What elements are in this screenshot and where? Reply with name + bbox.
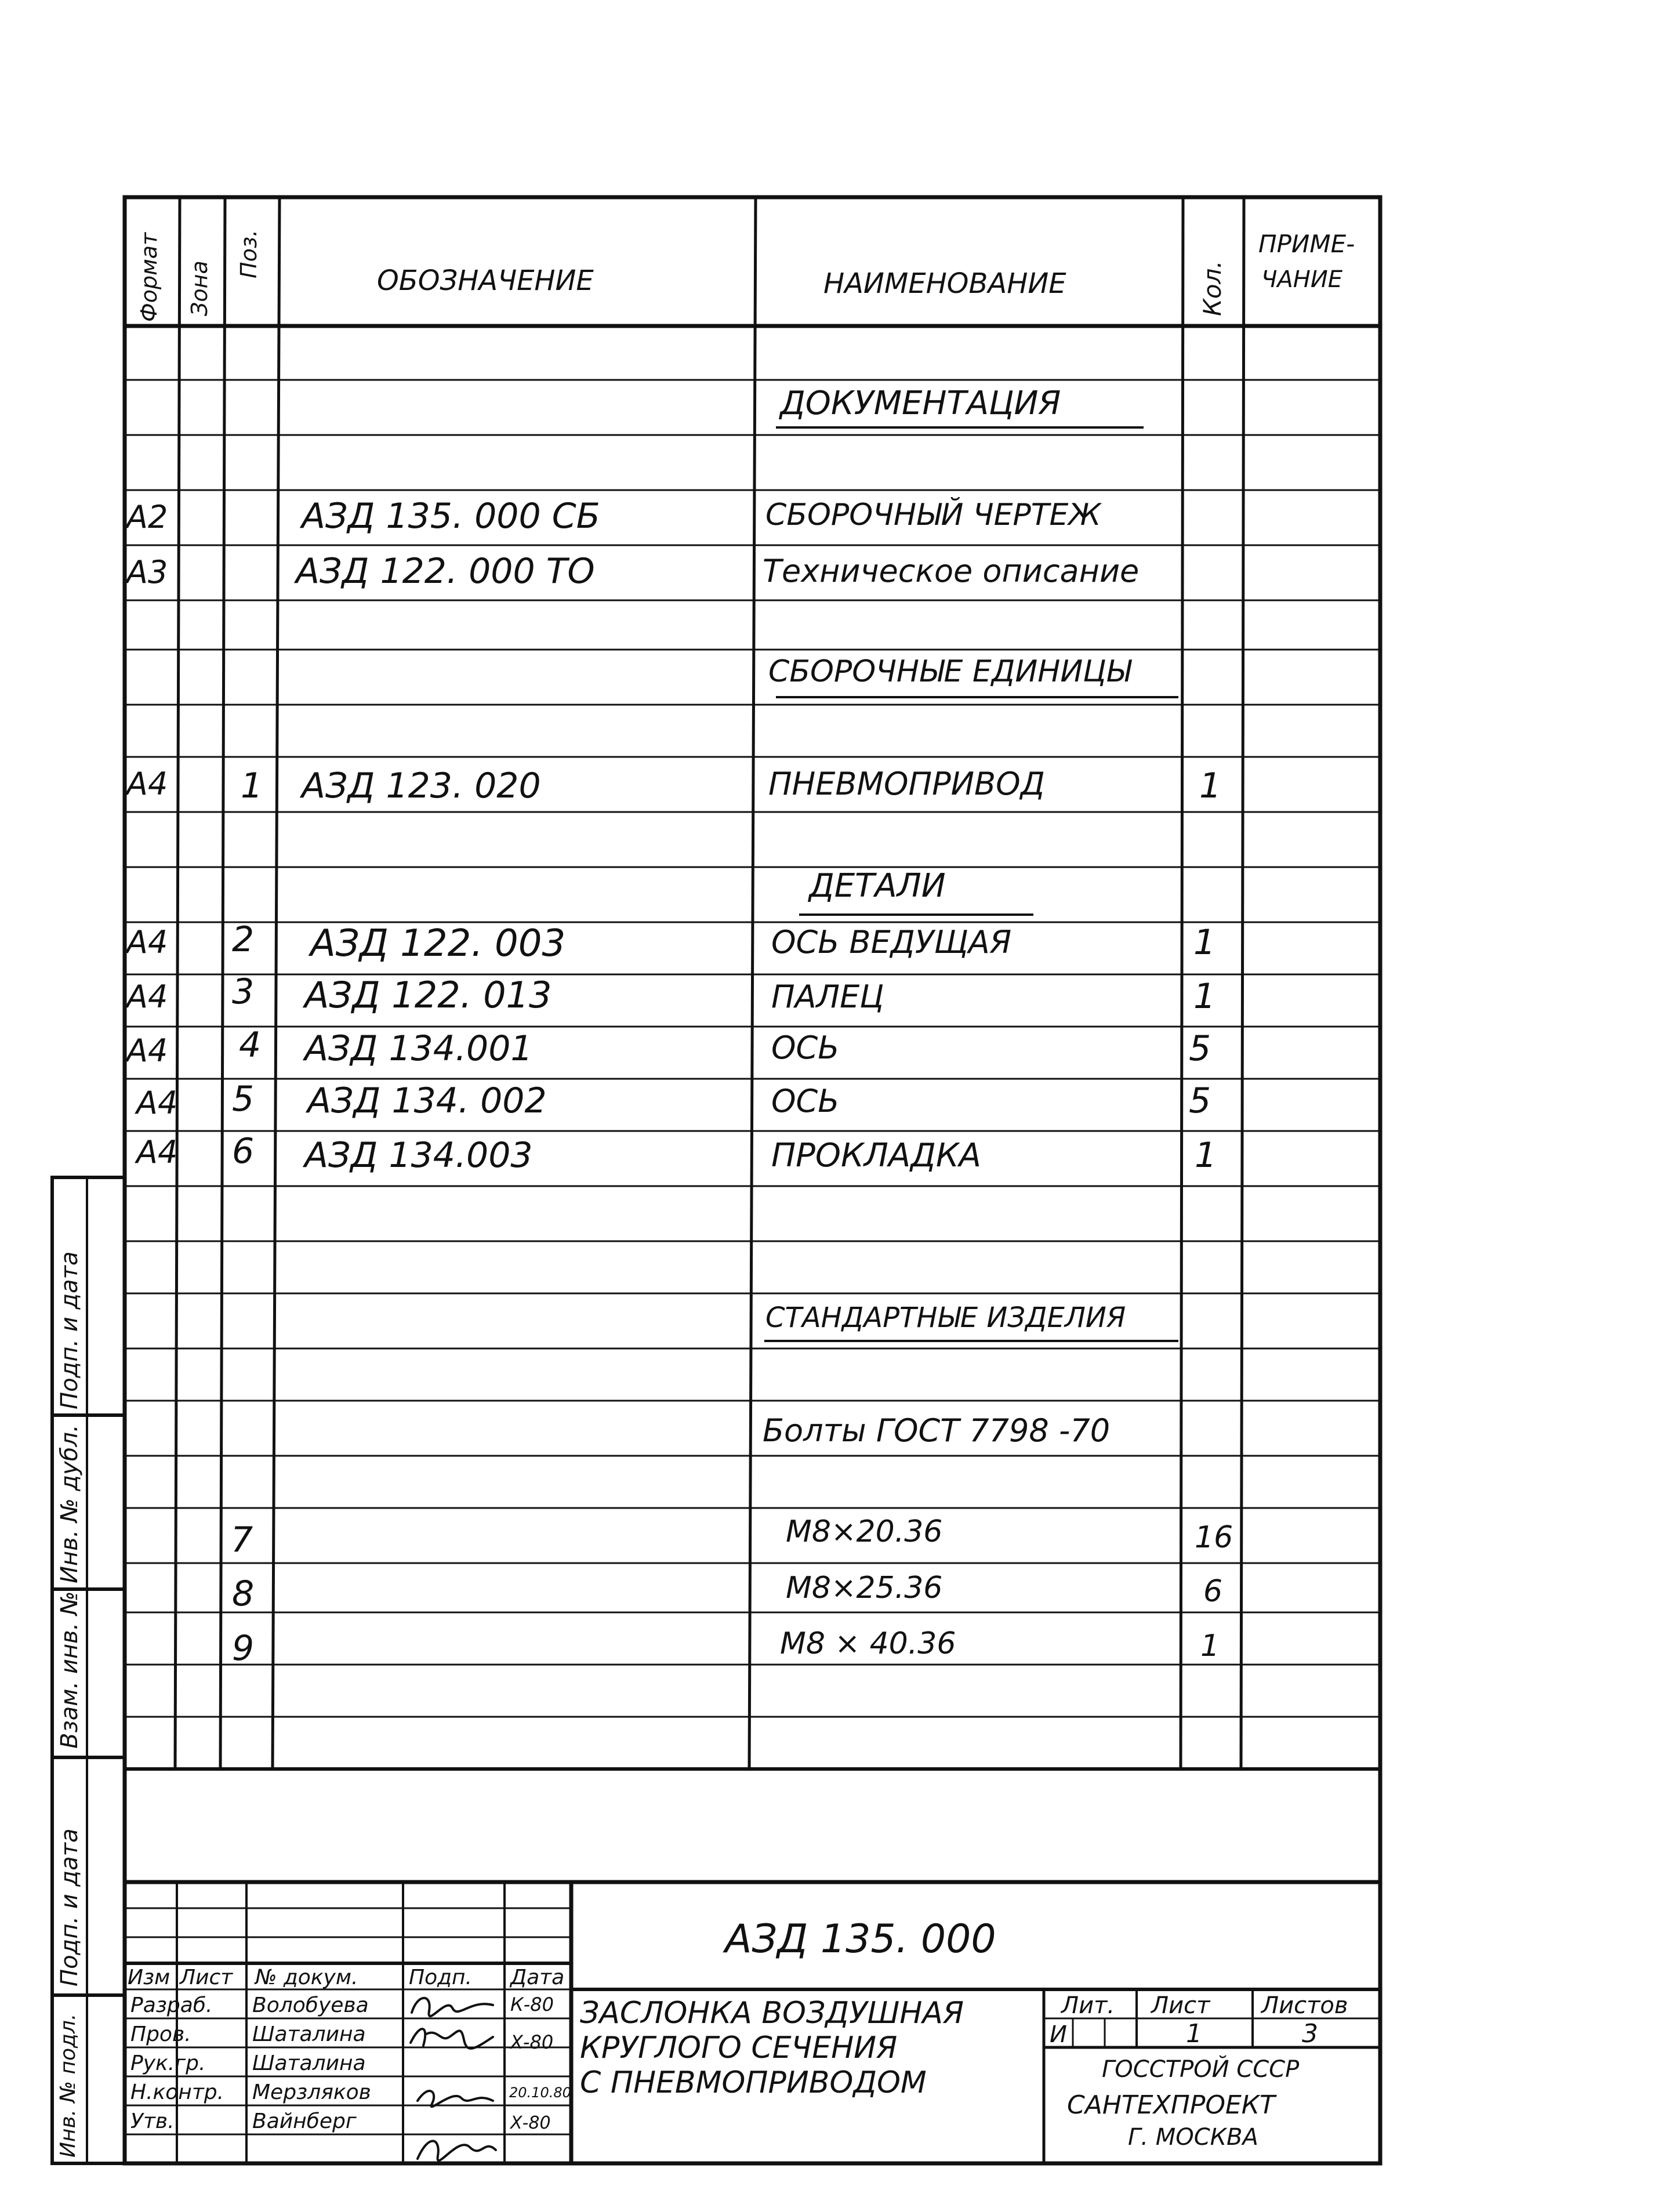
row-pos: 5 — [232, 1079, 255, 1119]
signatures — [406, 1991, 502, 2162]
person-name: Шаталина — [252, 2051, 366, 2075]
row-designation: АЗД 134.001 — [304, 1028, 533, 1069]
row-name: Болты ГОСТ 7798 -70 — [763, 1412, 1111, 1449]
lit-value: И — [1050, 2021, 1067, 2048]
product-title-line2: КРУГЛОГО СЕЧЕНИЯ — [580, 2031, 898, 2065]
org-line1: ГОССТРОЙ СССР — [1102, 2056, 1300, 2083]
row-qty: 5 — [1189, 1081, 1211, 1121]
person-name: Вайнберг — [252, 2109, 357, 2133]
section-title: ДОКУМЕНТАЦИЯ — [780, 385, 1061, 422]
person-date: К-80 — [510, 1993, 554, 2015]
row-format: А3 — [126, 554, 168, 590]
row-qty: 1 — [1200, 1629, 1220, 1663]
row-pos: 9 — [232, 1628, 255, 1669]
row-format: А4 — [136, 1134, 178, 1170]
section-title: СБОРОЧНЫЕ ЕДИНИЦЫ — [768, 654, 1131, 689]
row-format: А2 — [126, 499, 168, 535]
row-pos: 4 — [239, 1025, 262, 1065]
row-name: ОСЬ — [771, 1083, 840, 1119]
doc-number: АЗД 135. 000 — [725, 1916, 996, 1962]
row-name: ОСЬ ВЕДУЩАЯ — [771, 924, 1012, 960]
row-designation: АЗД 122. 003 — [310, 922, 566, 965]
person-date: 20.10.80 — [509, 2085, 571, 2101]
person-date: Х-80 — [510, 2031, 554, 2053]
org-line3: Г. МОСКВА — [1128, 2124, 1258, 2151]
sheets-label: Листов — [1261, 1992, 1348, 2019]
row-format: А4 — [126, 924, 168, 960]
header-name: НАИМЕНОВАНИЕ — [823, 267, 1066, 300]
row-designation: АЗД 123. 020 — [302, 766, 541, 806]
sheet-value: 1 — [1186, 2019, 1202, 2049]
row-qty: 16 — [1195, 1520, 1233, 1555]
row-designation: АЗД 134.003 — [304, 1135, 533, 1176]
stamp-sign-date-1: Подп. и дата — [56, 1828, 83, 1986]
tb-col-doc: № докум. — [255, 1966, 358, 1989]
stamp-inv-orig: Инв. № подл. — [56, 2013, 80, 2158]
row-qty: 1 — [1193, 922, 1216, 963]
row-pos: 3 — [232, 971, 255, 1012]
row-name: М8×20.36 — [786, 1514, 943, 1549]
row-name: ПНЕВМОПРИВОД — [768, 766, 1045, 802]
header-pos: Поз. — [236, 229, 262, 278]
row-pos: 1 — [241, 766, 263, 806]
product-title-line1: ЗАСЛОНКА ВОЗДУШНАЯ — [580, 1996, 964, 2031]
section-title: ДЕТАЛИ — [809, 867, 946, 905]
row-pos: 6 — [232, 1131, 255, 1172]
header-designation: ОБОЗНАЧЕНИЕ — [377, 264, 594, 297]
row-name: ОСЬ — [771, 1029, 840, 1066]
header-zone: Зона — [187, 260, 212, 316]
person-role: Утв. — [130, 2109, 175, 2133]
tb-col-izm: Изм — [128, 1966, 170, 1989]
person-role: Рук.гр. — [130, 2051, 206, 2075]
header-format: Формат — [136, 232, 162, 322]
row-qty: 5 — [1189, 1028, 1211, 1069]
row-qty: 1 — [1195, 1135, 1217, 1176]
row-designation: АЗД 134. 002 — [307, 1081, 547, 1121]
row-format: А4 — [136, 1085, 178, 1121]
row-designation: АЗД 122. 000 ТО — [296, 551, 595, 592]
row-pos: 8 — [232, 1574, 255, 1614]
row-name: ПАЛЕЦ — [771, 978, 884, 1015]
row-name: СБОРОЧНЫЙ ЧЕРТЕЖ — [765, 498, 1101, 532]
tb-col-date: Дата — [510, 1966, 565, 1989]
stamp-sign-date-2: Подп. и дата — [56, 1251, 83, 1409]
row-pos: 7 — [231, 1520, 253, 1560]
product-title-line3: С ПНЕВМОПРИВОДОМ — [580, 2065, 927, 2100]
signature-stroke — [412, 1998, 493, 2016]
row-designation: АЗД 122. 013 — [304, 974, 552, 1016]
signature-stroke — [418, 2091, 493, 2107]
stamp-inv-dubl: Инв. № дубл. — [56, 1424, 83, 1583]
row-qty: 1 — [1199, 766, 1222, 806]
tb-col-sign: Подп. — [409, 1966, 472, 1989]
row-format: А4 — [126, 1032, 168, 1069]
stamp-vzam-inv: Взам. инв. № — [56, 1591, 83, 1749]
tb-col-list: Лист — [180, 1966, 233, 1989]
person-name: Шаталина — [252, 2022, 366, 2046]
lit-label: Лит. — [1061, 1992, 1115, 2019]
section-title: СТАНДАРТНЫЕ ИЗДЕЛИЯ — [765, 1302, 1126, 1334]
person-name: Волобуева — [252, 1993, 369, 2017]
row-name: М8×25.36 — [786, 1571, 943, 1605]
signature-stroke — [418, 2141, 496, 2160]
org-line2: САНТЕХПРОЕКТ — [1067, 2090, 1275, 2120]
person-role: Разраб. — [130, 1993, 213, 2017]
row-name: Техническое описание — [763, 553, 1140, 589]
row-name: М8 × 40.36 — [780, 1626, 956, 1661]
row-format: А4 — [126, 978, 168, 1015]
signature-stroke — [411, 2029, 493, 2049]
row-designation: АЗД 135. 000 СБ — [302, 496, 600, 536]
row-qty: 1 — [1193, 976, 1216, 1017]
header-note-line2: ЧАНИЕ — [1261, 266, 1343, 293]
person-name: Мерзляков — [252, 2080, 371, 2104]
row-pos: 2 — [232, 919, 255, 960]
row-qty: 6 — [1203, 1574, 1223, 1609]
sheet-label: Лист — [1151, 1992, 1210, 2019]
header-note-line1: ПРИМЕ- — [1258, 230, 1355, 258]
person-role: Пров. — [130, 2022, 191, 2046]
sheets-value: 3 — [1302, 2019, 1318, 2049]
person-role: Н.контр. — [130, 2080, 224, 2104]
row-name: ПРОКЛАДКА — [771, 1137, 981, 1174]
person-date: Х-80 — [510, 2113, 551, 2133]
header-qty: Кол. — [1198, 260, 1227, 316]
row-format: А4 — [126, 766, 168, 802]
